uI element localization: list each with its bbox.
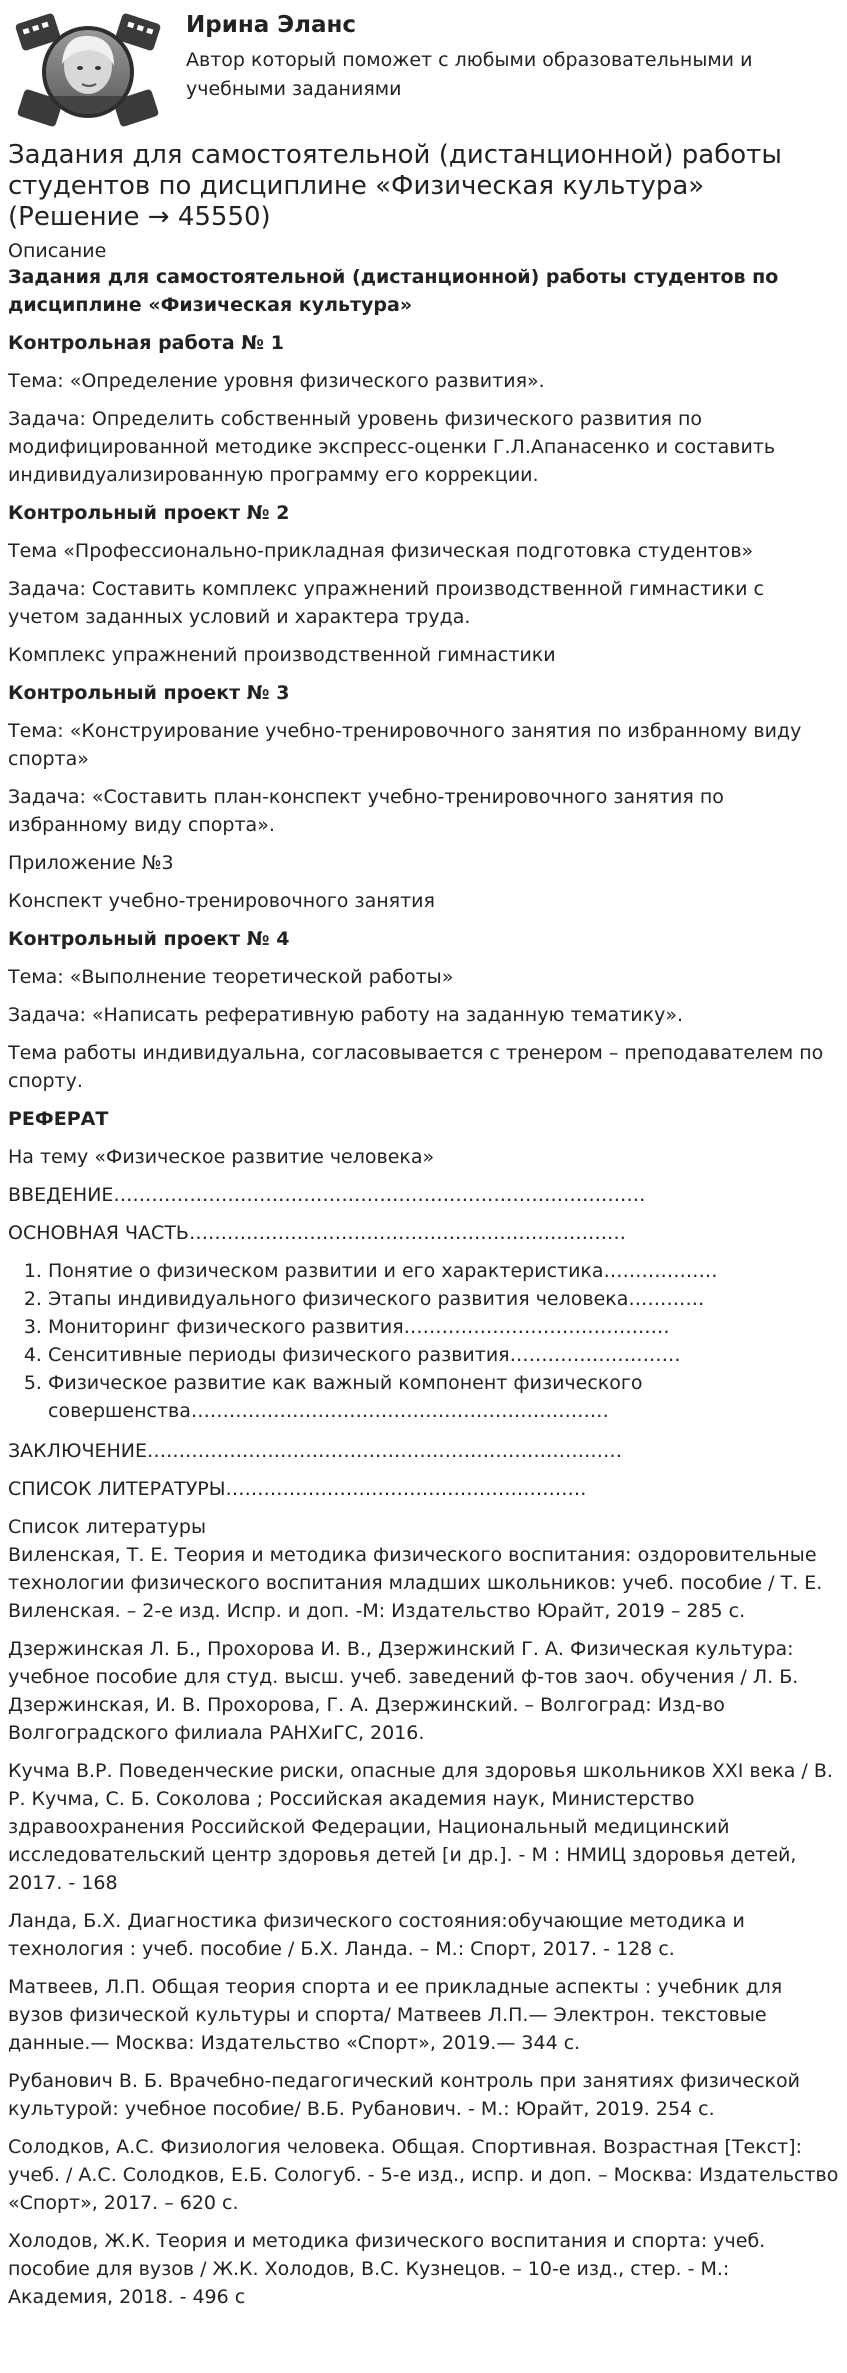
section-note: Комплекс упражнений производственной гимнастики [8, 644, 556, 666]
reference-item: Кучма В.Р. Поведенческие риски, опасные для здоровья школьников XXI века / В. Р. Кучма, С. Б. Соколова ; Российская академия наук, Министерство здравоохранения Российской Федерации, Национальный медицинский исследовательский центр здоровья детей [и др.]. - М : НМИЦ здоровья детей, 2017. - 168 [8, 1760, 833, 1894]
toc-main-part: ОСНОВНАЯ ЧАСТЬ…………………………………………………………… [8, 1222, 626, 1244]
toc-item: 4. Сенситивные периоды физического развития……………………… [48, 1341, 839, 1369]
section-heading: Контрольный проект № 2 [8, 502, 290, 524]
reference-item: Холодов, Ж.К. Теория и методика физического воспитания и спорта: учеб. пособие для вузов / Ж.К. Холодов, В.С. Кузнецов. – 10-е изд., стер. - М.: Академия, 2018. - 496 с [8, 2230, 766, 2308]
toc-list [48, 1257, 839, 1425]
avatar[interactable] [14, 12, 162, 130]
reference-item: Матвеев, Л.П. Общая теория спорта и ее прикладные аспекты : учебник для вузов физической культуры и спорта/ Матвеев Л.П.— Электрон. текстовые данные.— Москва: Издательство «Спорт», 2019.— 344 с. [8, 1976, 783, 2054]
reference-item: Рубанович В. Б. Врачебно-педагогический контроль при занятиях физической культурой: учебное пособие/ В.Б. Рубанович. - М.: Юрайт, 2019. 254 с. [8, 2070, 800, 2120]
reference-item: Солодков, А.С. Физиология человека. Общая. Спортивная. Возрастная [Текст]: учеб. / А.С. Солодков, Е.Б. Сологуб. - 5-е изд., испр. и доп. – Москва: Издательство «Спорт», 2017. – 620 с. [8, 2136, 839, 2214]
section-topic: Тема: «Выполнение теоретической работы» [8, 966, 454, 988]
section-appendix: Приложение №3 [8, 852, 174, 874]
section-topic: Тема «Профессионально-прикладная физическая подготовка студентов» [8, 540, 754, 562]
toc-bibliography: СПИСОК ЛИТЕРАТУРЫ………………………………………………… [8, 1478, 587, 1500]
page-title: Задания для самостоятельной (дистанционной) работы студентов по дисциплине «Физическая культура» (Решение → 45550) [8, 140, 782, 232]
essay-title: РЕФЕРАТ [8, 1108, 109, 1130]
document-heading: Задания для самостоятельной (дистанционной) работы студентов по дисциплине «Физическая культура» [8, 266, 779, 316]
section-topic: Тема: «Определение уровня физического развития». [8, 370, 545, 392]
section-heading: Контрольная работа № 1 [8, 332, 284, 354]
toc-item: 3. Мониторинг физического развития…………………………………… [48, 1313, 839, 1341]
author-card [8, 0, 839, 140]
section-task: Задача: «Написать реферативную работу на заданную тематику». [8, 1004, 684, 1026]
avatar-image [14, 12, 162, 130]
author-name[interactable]: Ирина Эланс [186, 12, 357, 38]
section-heading: Контрольный проект № 4 [8, 928, 290, 950]
reference-item: Дзержинская Л. Б., Прохорова И. В., Дзержинский Г. А. Физическая культура: учебное пособие для студ. высш. учеб. заведений ф-тов заоч. обучения / Л. Б. Дзержинская, И. В. Прохорова, Г. А. Дзержинский. – Волгоград: Изд-во Волгоградского филиала РАНХиГС, 2016. [8, 1638, 799, 1744]
references-label: Список литературы [8, 1516, 206, 1538]
reference-item: Виленская, Т. Е. Теория и методика физического воспитания: оздоровительные технологии физического воспитания младших школьников: учеб. пособие / Т. Е. Виленская. – 2-е изд. Испр. и доп. -М: Издательство Юрайт, 2019 – 285 с. [8, 1544, 823, 1622]
toc-item: 5. Физическое развитие как важный компонент физического совершенства………………………………………………………… [48, 1369, 839, 1425]
section-heading: Контрольный проект № 3 [8, 682, 290, 704]
section-note: Тема работы индивидуальна, согласовывается с тренером – преподавателем по спорту. [8, 1042, 824, 1092]
toc-introduction: ВВЕДЕНИЕ………………………………………………………………………… [8, 1184, 646, 1206]
toc-item: 1. Понятие о физическом развитии и его характеристика……………… [48, 1257, 839, 1285]
essay-topic: На тему «Физическое развитие человека» [8, 1146, 435, 1168]
toc-conclusion: ЗАКЛЮЧЕНИЕ………………………………………………………………… [8, 1440, 623, 1462]
section-note: Конспект учебно-тренировочного занятия [8, 890, 435, 912]
toc-item: 2. Этапы индивидуального физического развития человека………… [48, 1285, 839, 1313]
section-task: Задача: Составить комплекс упражнений производственной гимнастики с учетом заданных условий и характера труда. [8, 578, 764, 628]
section-task: Задача: «Составить план-конспект учебно-тренировочного занятия по избранному виду спорта». [8, 786, 724, 836]
section-task: Задача: Определить собственный уровень физического развития по модифицированной методике экспресс-оценки Г.Л.Апанасенко и составить индивидуализированную программу его коррекции. [8, 408, 776, 486]
author-description: Автор который поможет с любыми образовательными и учебными заданиями [186, 49, 753, 100]
section-topic: Тема: «Конструирование учебно-тренировочного занятия по избранному виду спорта» [8, 720, 802, 770]
reference-item: Ланда, Б.Х. Диагностика физического состояния:обучающие методика и технология : учеб. пособие / Б.Х. Ланда. – М.: Спорт, 2017. - 128 с. [8, 1910, 745, 1960]
description-label: Описание [8, 240, 107, 262]
